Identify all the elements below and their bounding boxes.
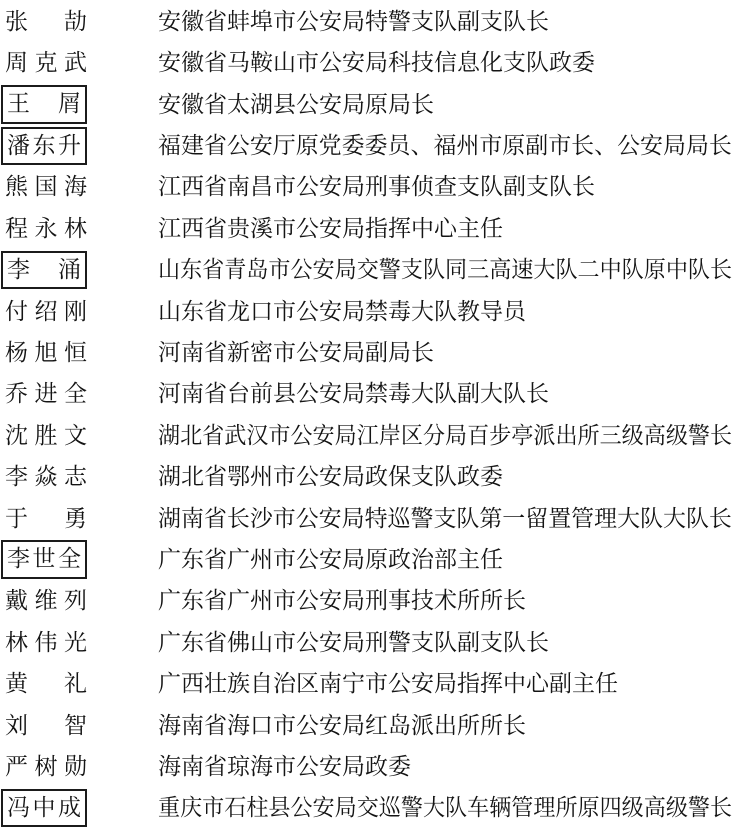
person-title: 海南省琼海市公安局政委 [158,753,411,779]
person-name-box [5,753,87,781]
roster-row [0,746,738,787]
roster-row [0,1,738,42]
roster-row [0,456,738,497]
person-name: 刘智 [5,712,87,738]
person-name-box [5,463,87,491]
person-title: 江西省南昌市公安局刑事侦查支队副支队长 [158,174,595,200]
deceased-name-frame [1,85,87,124]
person-title: 广东省广州市公安局刑事技术所所长 [158,588,526,614]
roster-row-deceased [0,787,738,828]
person-name: 李世全 [7,546,81,572]
person-name-box [5,8,87,36]
person-name: 戴维列 [5,588,87,614]
roster-row [0,415,738,456]
person-name-box [5,712,87,740]
person-name-box [5,587,87,615]
person-name-box [5,505,87,533]
person-title: 安徽省太湖县公安局原局长 [158,91,434,117]
roster-row [0,374,738,415]
person-title: 河南省台前县公安局禁毒大队副大队长 [158,381,549,407]
person-name-box [5,422,87,450]
person-name: 黄礼 [5,671,87,697]
roster-row [0,332,738,373]
person-title: 广西壮族自治区南宁市公安局指挥中心副主任 [158,671,618,697]
person-title: 山东省青岛市公安局交警支队同三高速大队二中队原中队长 [158,257,733,283]
person-title: 湖南省长沙市公安局特巡警支队第一留置管理大队大队长 [158,505,732,531]
person-name: 冯中成 [7,794,81,820]
person-name: 乔进全 [5,381,87,407]
person-name-box [5,173,87,201]
person-name: 付绍刚 [5,298,87,324]
person-title: 安徽省马鞍山市公安局科技信息化支队政委 [158,50,595,76]
person-name: 潘东升 [7,132,81,158]
deceased-name-frame [1,540,87,579]
person-name: 王屑 [7,91,81,117]
roster-row [0,705,738,746]
person-name: 程永林 [5,215,87,241]
roster-row-deceased [0,125,738,166]
person-name: 周克武 [5,50,87,76]
deceased-name-frame [1,127,87,166]
roster-row-deceased [0,539,738,580]
roster-row [0,580,738,621]
person-name-box [5,670,87,698]
roster-row-deceased [0,249,738,290]
person-title: 广东省广州市公安局原政治部主任 [158,546,503,572]
person-name-box [5,215,87,243]
person-name: 严树勋 [5,753,87,779]
person-title: 安徽省蚌埠市公安局特警支队副支队长 [158,8,549,34]
person-name: 杨旭恒 [5,340,87,366]
person-title: 重庆市石柱县公安局交巡警大队车辆管理所原四级高级警长 [158,795,733,821]
person-name-box [5,49,87,77]
roster-row [0,622,738,663]
person-name: 沈胜文 [5,422,87,448]
roster-row [0,498,738,539]
person-title: 湖北省武汉市公安局江岸区分局百步亭派出所三级高级警长 [158,422,733,448]
person-title: 福建省公安厅原党委委员、福州市原副市长、公安局局长 [158,133,732,159]
person-title: 山东省龙口市公安局禁毒大队教导员 [158,298,526,324]
person-title: 河南省新密市公安局副局长 [158,340,434,366]
person-name-box [5,298,87,326]
person-name-box [5,339,87,367]
person-name: 于勇 [5,505,87,531]
deceased-name-frame [1,251,87,290]
person-title: 广东省佛山市公安局刑警支队副支队长 [158,629,549,655]
person-name-box [5,629,87,657]
roster-row [0,167,738,208]
person-title: 江西省贵溪市公安局指挥中心主任 [158,215,503,241]
person-name: 李焱志 [5,464,87,490]
person-name: 熊国海 [5,174,87,200]
roster-row [0,291,738,332]
person-name: 林伟光 [5,629,87,655]
roster-row [0,42,738,83]
person-name-box [5,380,87,408]
person-name: 张劼 [5,8,87,34]
person-name: 李涌 [7,256,81,282]
person-title: 湖北省鄂州市公安局政保支队政委 [158,464,503,490]
person-title: 海南省海口市公安局红岛派出所所长 [158,712,526,738]
deceased-name-frame [1,789,87,828]
roster-row-deceased [0,84,738,125]
roster-row [0,663,738,704]
roster-row [0,208,738,249]
